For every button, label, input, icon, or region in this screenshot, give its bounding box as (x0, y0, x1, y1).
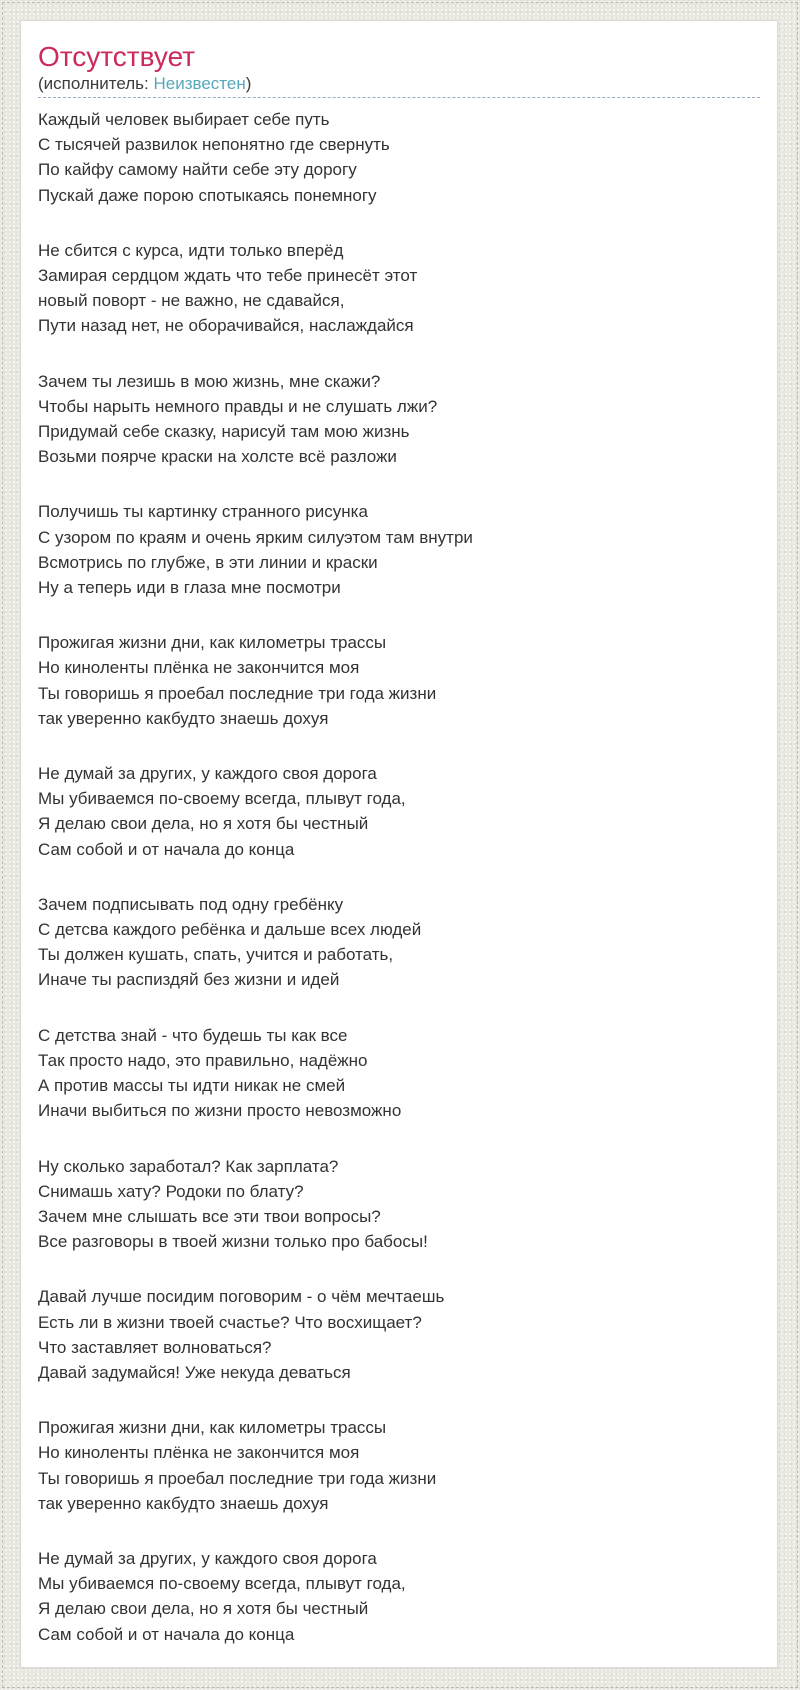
lyrics-line: Все разговоры в твоей жизни только про бабосы! (38, 1232, 428, 1252)
lyrics-line: Не сбится с курса, идти только вперёд (38, 240, 344, 260)
lyrics-line: С тысячей развилок непонятно где свернуть (38, 135, 390, 155)
lyrics-line: Ну а теперь иди в глаза мне посмотри (38, 578, 341, 598)
lyrics-line: так уверенно какбудто знаешь дохуя (38, 1493, 329, 1513)
lyrics-line: Иначе ты распиздяй без жизни и идей (38, 970, 340, 990)
lyrics-line: Давай задумайся! Уже некуда деваться (38, 1362, 351, 1382)
artist-label-close: ) (245, 74, 252, 93)
lyrics-line: Замирая сердцом ждать что тебе принесёт этот (38, 266, 418, 286)
lyrics-line: С детства знай - что будешь ты как все (38, 1025, 348, 1045)
lyrics-line: Не думай за других, у каждого своя дорога (38, 764, 377, 784)
lyrics-line: Сам собой и от начала до конца (38, 839, 295, 859)
lyrics-line: так уверенно какбудто знаешь дохуя (38, 708, 329, 728)
lyrics-line: Что заставляет волноваться? (38, 1337, 272, 1357)
lyrics-stanza (38, 107, 760, 208)
lyrics-line: Ты должен кушать, спать, учится и работать, (38, 945, 394, 965)
lyrics-line: Прожигая жизни дни, как километры трассы (38, 1418, 387, 1438)
lyrics-line: Но киноленты плёнка не закончится моя (38, 1443, 360, 1463)
lyrics-stanza (38, 1154, 760, 1255)
lyrics-line: Получишь ты картинку странного рисунка (38, 502, 368, 522)
lyrics-line: Я делаю свои дела, но я хотя бы честный (38, 814, 369, 834)
lyrics-line: Ты говоришь я проебал последние три года жизни (38, 683, 437, 703)
lyrics-stanza (38, 1546, 760, 1647)
lyrics-line: Иначи выбиться по жизни просто невозможно (38, 1101, 402, 1121)
lyrics-stanza (38, 369, 760, 470)
lyrics-line: Пути назад нет, не оборачивайся, наслаждайся (38, 316, 414, 336)
lyrics-stanza (38, 1284, 760, 1385)
lyrics-card (20, 20, 778, 1668)
lyrics-stanza (38, 892, 760, 993)
lyrics-line: Давай лучше посидим поговорим - о чём мечтаешь (38, 1287, 445, 1307)
lyrics-stanza (38, 238, 760, 339)
lyrics-line: Так просто надо, это правильно, надёжно (38, 1050, 368, 1070)
lyrics-stanza (38, 761, 760, 862)
lyrics-line: По кайфу самому найти себе эту дорогу (38, 160, 357, 180)
artist-line (38, 74, 760, 98)
lyrics-line: Сам собой и от начала до конца (38, 1624, 295, 1644)
lyrics-line: С детсва каждого ребёнка и дальше всех людей (38, 920, 422, 940)
artist-link[interactable]: Неизвестен (153, 74, 246, 93)
lyrics-line: Зачем подписывать под одну гребёнку (38, 894, 344, 914)
lyrics-line: Мы убиваемся по-своему всегда, плывут года, (38, 1574, 406, 1594)
lyrics-text (38, 107, 760, 1647)
artist-label: (исполнитель: (38, 74, 154, 93)
lyrics-line: Есть ли в жизни твоей счастье? Что восхищает? (38, 1312, 422, 1332)
lyrics-line: А против массы ты идти никак не смей (38, 1076, 346, 1096)
lyrics-line: С узором по краям и очень ярким силуэтом там внутри (38, 527, 473, 547)
lyrics-line: Чтобы нарыть немного правды и не слушать лжи? (38, 396, 438, 416)
lyrics-line: Но киноленты плёнка не закончится моя (38, 658, 360, 678)
lyrics-line: Снимашь хату? Родоки по блату? (38, 1181, 304, 1201)
lyrics-line: Не думай за других, у каждого своя дорога (38, 1548, 377, 1568)
lyrics-stanza (38, 1415, 760, 1516)
lyrics-line: Всмотрись по глубже, в эти линии и краски (38, 552, 378, 572)
lyrics-line: Я делаю свои дела, но я хотя бы честный (38, 1599, 369, 1619)
lyrics-line: Каждый человек выбирает себе путь (38, 110, 330, 129)
page-title: Отсутствует (38, 41, 196, 72)
lyrics-line: Прожигая жизни дни, как километры трассы (38, 633, 387, 653)
lyrics-line: Ты говоришь я проебал последние три года жизни (38, 1468, 437, 1488)
lyrics-line: Зачем ты лезишь в мою жизнь, мне скажи? (38, 371, 381, 391)
lyrics-stanza (38, 630, 760, 731)
lyrics-line: Мы убиваемся по-своему всегда, плывут года, (38, 789, 406, 809)
lyrics-line: новый поворт - не важно, не сдавайся, (38, 291, 345, 311)
lyrics-stanza (38, 499, 760, 600)
lyrics-line: Ну сколько заработал? Как зарплата? (38, 1156, 339, 1176)
lyrics-line: Придумай себе сказку, нарисуй там мою жизнь (38, 422, 410, 442)
lyrics-line: Зачем мне слышать все эти твои вопросы? (38, 1206, 381, 1226)
lyrics-line: Пускай даже порою спотыкаясь понемногу (38, 185, 377, 205)
lyrics-stanza (38, 1023, 760, 1124)
lyrics-line: Возьми поярче краски на холсте всё разложи (38, 447, 397, 467)
